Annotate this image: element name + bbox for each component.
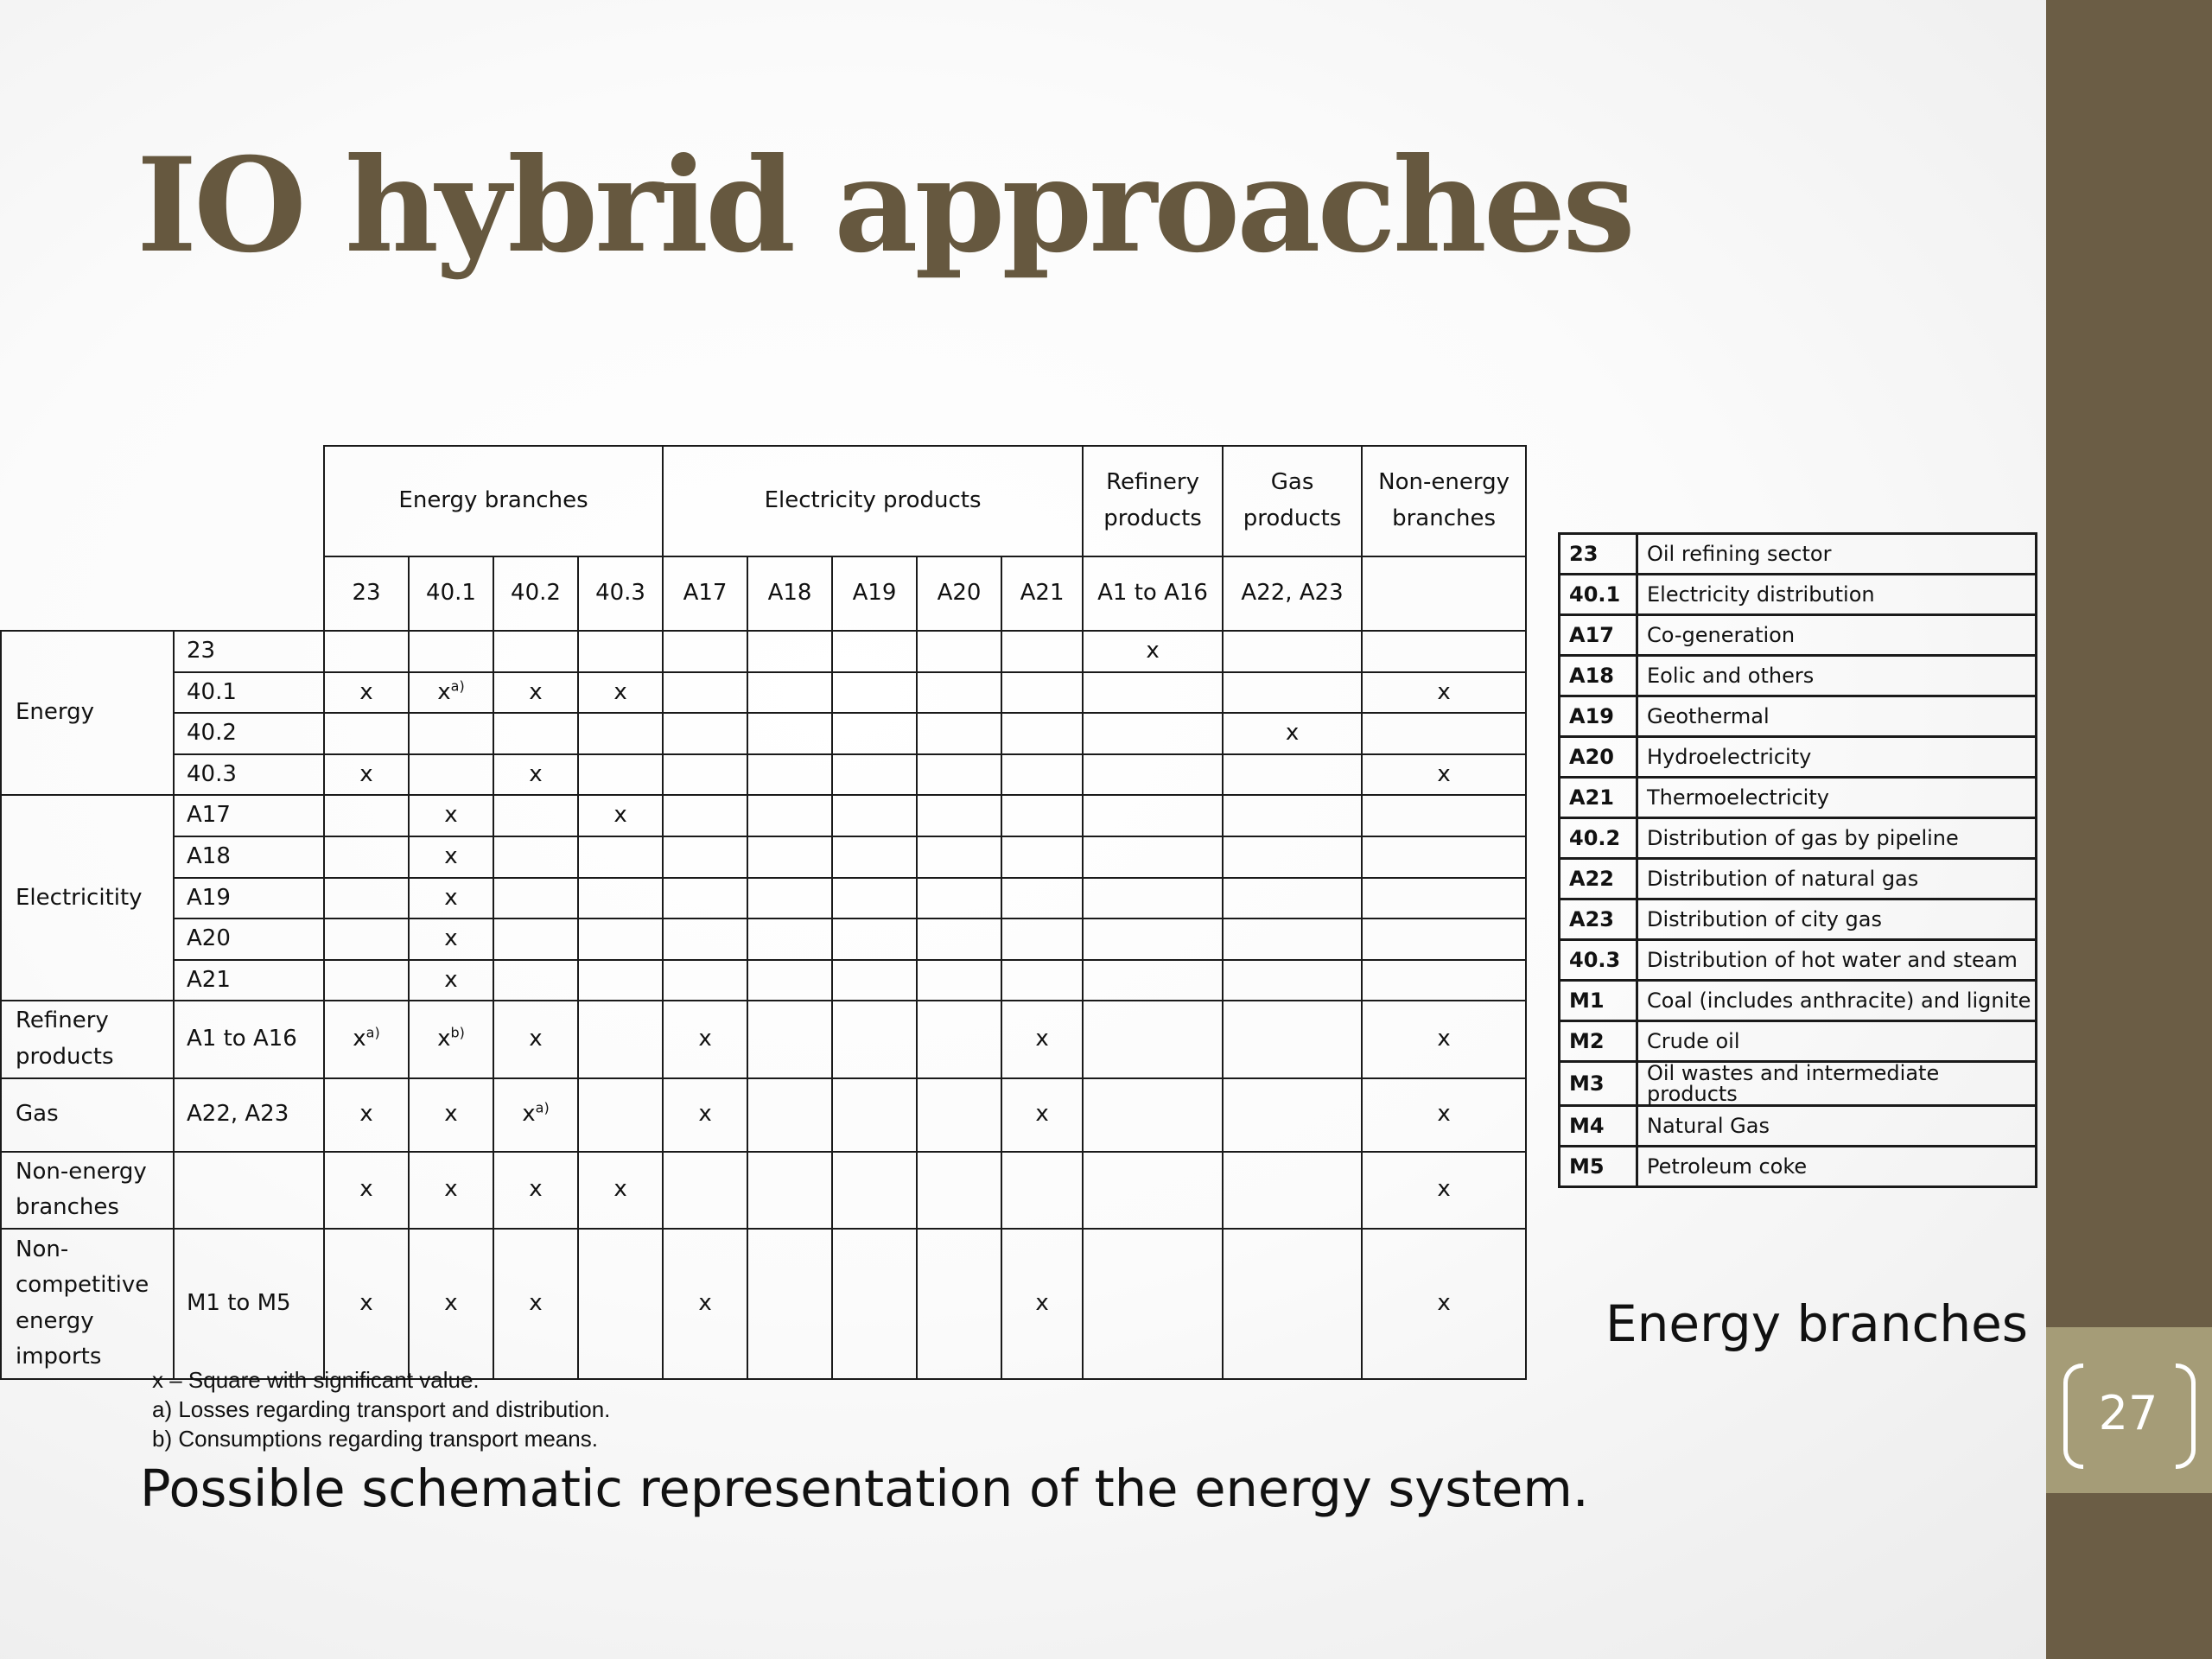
column-header: 40.1 bbox=[409, 556, 493, 631]
cell-mark-annotated: $x^{a)}$ bbox=[493, 1078, 578, 1152]
legend-description: Coal (includes anthracite) and lignite bbox=[1637, 981, 2037, 1021]
cell-mark: x bbox=[1362, 672, 1526, 714]
column-header: A22, A23 bbox=[1223, 556, 1362, 631]
legend-row bbox=[1560, 737, 2037, 778]
column-header: A18 bbox=[747, 556, 832, 631]
cell-mark-annotated: $x^{b)}$ bbox=[409, 1001, 493, 1077]
table-row bbox=[1, 918, 1526, 960]
table-row bbox=[1, 795, 1526, 836]
table-row bbox=[1, 1001, 1526, 1077]
legend-code: A21 bbox=[1560, 778, 1637, 818]
legend-row bbox=[1560, 859, 2037, 899]
legend-row bbox=[1560, 778, 2037, 818]
legend-description: Thermoelectricity bbox=[1637, 778, 2037, 818]
legend-row bbox=[1560, 1021, 2037, 1062]
cell-mark: x bbox=[1083, 631, 1223, 672]
cell-mark: x bbox=[1001, 1229, 1083, 1379]
row-label: A20 bbox=[174, 918, 324, 960]
column-header: A20 bbox=[917, 556, 1001, 631]
legend-row bbox=[1560, 575, 2037, 615]
column-header: A21 bbox=[1001, 556, 1083, 631]
row-label: A22, A23 bbox=[174, 1078, 324, 1152]
cell-mark: x bbox=[493, 754, 578, 796]
legend-description: Natural Gas bbox=[1637, 1106, 2037, 1147]
legend-row bbox=[1560, 940, 2037, 981]
table-row bbox=[1, 1229, 1526, 1379]
legend-row bbox=[1560, 899, 2037, 940]
legend-row bbox=[1560, 696, 2037, 737]
cell-mark: x bbox=[663, 1229, 747, 1379]
legend-description: Distribution of gas by pipeline bbox=[1637, 818, 2037, 859]
row-label: 40.1 bbox=[174, 672, 324, 714]
legend-row bbox=[1560, 615, 2037, 656]
table-row bbox=[1, 672, 1526, 714]
legend-code: M3 bbox=[1560, 1062, 1637, 1106]
cell-mark: x bbox=[1362, 1078, 1526, 1152]
row-label: A21 bbox=[174, 960, 324, 1001]
legend-row bbox=[1560, 1106, 2037, 1147]
cell-mark: x bbox=[324, 1152, 409, 1229]
cell-mark: x bbox=[324, 1078, 409, 1152]
table-row bbox=[1, 878, 1526, 919]
group-header: Gas products bbox=[1223, 446, 1362, 556]
column-header: A17 bbox=[663, 556, 747, 631]
legend-description: Petroleum coke bbox=[1637, 1147, 2037, 1187]
legend-code: A22 bbox=[1560, 859, 1637, 899]
row-label: 23 bbox=[174, 631, 324, 672]
cell-mark: x bbox=[1362, 1152, 1526, 1229]
cell-mark: x bbox=[1001, 1001, 1083, 1077]
legend-row bbox=[1560, 1147, 2037, 1187]
column-header bbox=[1362, 556, 1526, 631]
cell-mark: x bbox=[493, 1152, 578, 1229]
cell-mark: x bbox=[409, 836, 493, 878]
cell-mark: x bbox=[409, 1152, 493, 1229]
column-header: A19 bbox=[832, 556, 917, 631]
legend-row bbox=[1560, 534, 2037, 575]
cell-mark: x bbox=[409, 795, 493, 836]
cell-mark: x bbox=[1362, 1001, 1526, 1077]
legend-code: A17 bbox=[1560, 615, 1637, 656]
legend-description: Distribution of city gas bbox=[1637, 899, 2037, 940]
row-group-label: Refinery products bbox=[1, 1001, 174, 1077]
row-label: 40.2 bbox=[174, 713, 324, 754]
table-row bbox=[1, 631, 1526, 672]
row-group-label: Non-competitive energy imports bbox=[1, 1229, 174, 1379]
legend-code: M4 bbox=[1560, 1106, 1637, 1147]
page-title: IO hybrid approaches bbox=[137, 130, 1632, 282]
cell-mark: x bbox=[578, 672, 663, 714]
figure-caption: Possible schematic representation of the energy system. bbox=[140, 1459, 1589, 1518]
legend-description: Electricity distribution bbox=[1637, 575, 2037, 615]
column-header: 40.3 bbox=[578, 556, 663, 631]
cell-mark: x bbox=[409, 878, 493, 919]
legend-code: 40.1 bbox=[1560, 575, 1637, 615]
table-row bbox=[1, 836, 1526, 878]
cell-mark: x bbox=[493, 1229, 578, 1379]
legend-description: Eolic and others bbox=[1637, 656, 2037, 696]
row-label bbox=[174, 1152, 324, 1229]
legend-code: M2 bbox=[1560, 1021, 1637, 1062]
legend-description: Crude oil bbox=[1637, 1021, 2037, 1062]
legend-code: 40.3 bbox=[1560, 940, 1637, 981]
legend-description: Distribution of natural gas bbox=[1637, 859, 2037, 899]
legend-description: Co-generation bbox=[1637, 615, 2037, 656]
column-header: A1 to A16 bbox=[1083, 556, 1223, 631]
row-group-label: Electricitity bbox=[1, 795, 174, 1001]
row-label: A19 bbox=[174, 878, 324, 919]
cell-mark: x bbox=[409, 918, 493, 960]
row-label: A17 bbox=[174, 795, 324, 836]
legend-table bbox=[1558, 532, 2037, 1188]
legend-code: 23 bbox=[1560, 534, 1637, 575]
cell-mark: x bbox=[1001, 1078, 1083, 1152]
table-row bbox=[1, 1078, 1526, 1152]
cell-mark: x bbox=[663, 1001, 747, 1077]
cell-mark: x bbox=[324, 1229, 409, 1379]
legend-row bbox=[1560, 818, 2037, 859]
row-label: A18 bbox=[174, 836, 324, 878]
column-header: 40.2 bbox=[493, 556, 578, 631]
table-row bbox=[1, 446, 1526, 556]
legend-row bbox=[1560, 1062, 2037, 1106]
row-group-label: Energy bbox=[1, 631, 174, 795]
cell-mark: x bbox=[409, 1229, 493, 1379]
energy-matrix-table bbox=[0, 445, 1527, 1380]
table-row bbox=[1, 960, 1526, 1001]
cell-mark: x bbox=[1362, 754, 1526, 796]
cell-mark: x bbox=[324, 672, 409, 714]
row-label: M1 to M5 bbox=[174, 1229, 324, 1379]
footnote: a) Losses regarding transport and distribution. bbox=[152, 1396, 611, 1422]
table-row bbox=[1, 713, 1526, 754]
legend-code: M1 bbox=[1560, 981, 1637, 1021]
cell-mark: x bbox=[493, 672, 578, 714]
legend-code: M5 bbox=[1560, 1147, 1637, 1187]
group-header: Electricity products bbox=[663, 446, 1083, 556]
group-header: Refinery products bbox=[1083, 446, 1223, 556]
cell-mark-annotated: $x^{a)}$ bbox=[324, 1001, 409, 1077]
legend-description: Distribution of hot water and steam bbox=[1637, 940, 2037, 981]
cell-mark: x bbox=[578, 795, 663, 836]
legend-code: 40.2 bbox=[1560, 818, 1637, 859]
row-group-label: Gas bbox=[1, 1078, 174, 1152]
cell-mark: x bbox=[1362, 1229, 1526, 1379]
legend-row bbox=[1560, 656, 2037, 696]
row-label: A1 to A16 bbox=[174, 1001, 324, 1077]
footnote: b) Consumptions regarding transport means. bbox=[152, 1426, 598, 1452]
column-header: 23 bbox=[324, 556, 409, 631]
cell-mark: x bbox=[409, 960, 493, 1001]
legend-code: A23 bbox=[1560, 899, 1637, 940]
legend-caption: Energy branches bbox=[1605, 1294, 2029, 1353]
footnotes bbox=[152, 1365, 610, 1453]
cell-mark: x bbox=[409, 1078, 493, 1152]
row-group-label: Non-energy branches bbox=[1, 1152, 174, 1229]
legend-code: A19 bbox=[1560, 696, 1637, 737]
cell-mark-annotated: $x^{a)}$ bbox=[409, 672, 493, 714]
cell-mark: x bbox=[663, 1078, 747, 1152]
group-header: Non-energy branches bbox=[1362, 446, 1526, 556]
page-number: 27 bbox=[2098, 1386, 2158, 1440]
group-header: Energy branches bbox=[324, 446, 663, 556]
footnote: x – Square with significant value. bbox=[152, 1367, 480, 1393]
row-label: 40.3 bbox=[174, 754, 324, 796]
table-row bbox=[1, 754, 1526, 796]
cell-mark: x bbox=[493, 1001, 578, 1077]
legend-code: A18 bbox=[1560, 656, 1637, 696]
table-row bbox=[1, 556, 1526, 631]
legend-code: A20 bbox=[1560, 737, 1637, 778]
legend-row bbox=[1560, 981, 2037, 1021]
cell-mark: x bbox=[578, 1152, 663, 1229]
cell-mark: x bbox=[324, 754, 409, 796]
table-row bbox=[1, 1152, 1526, 1229]
legend-description: Oil wastes and intermediate products bbox=[1637, 1062, 2037, 1106]
legend-description: Hydroelectricity bbox=[1637, 737, 2037, 778]
legend-description: Oil refining sector bbox=[1637, 534, 2037, 575]
legend-description: Geothermal bbox=[1637, 696, 2037, 737]
cell-mark: x bbox=[1223, 713, 1362, 754]
